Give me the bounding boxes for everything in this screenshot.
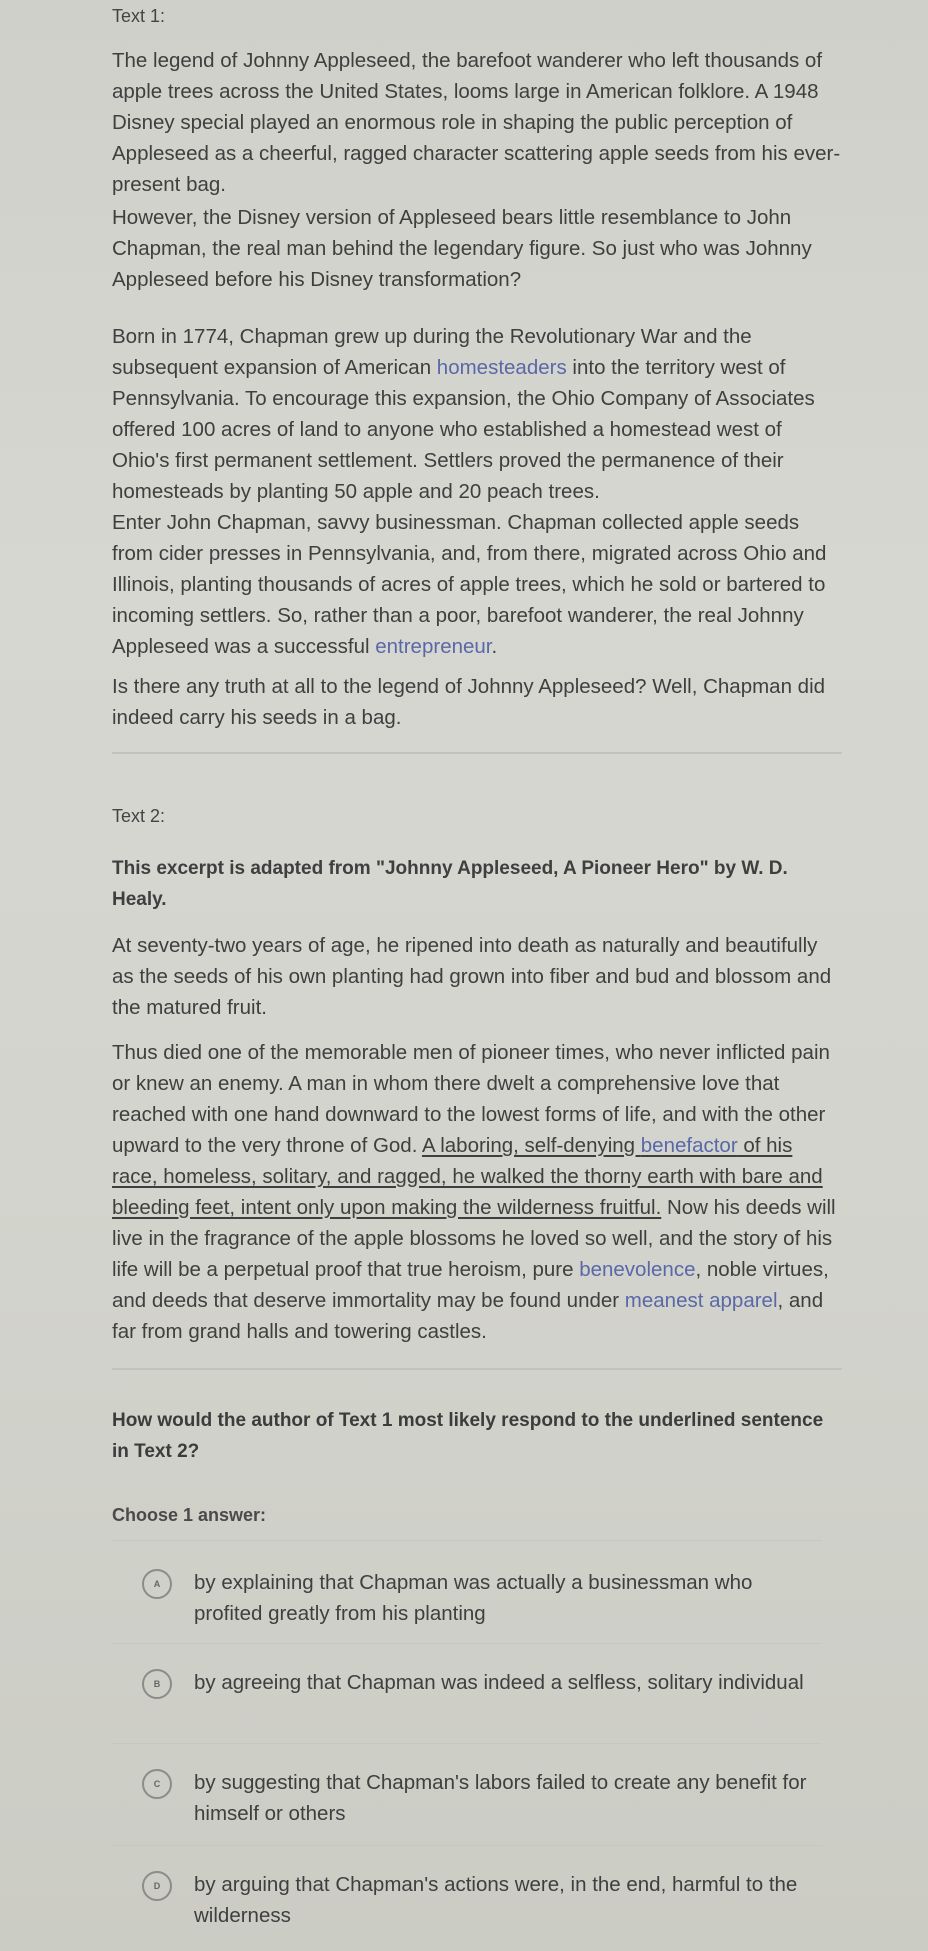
text1-label: Text 1:: [112, 6, 166, 26]
text1-paragraph-5: Is there any truth at all to the legend of Johnny Appleseed? Well, Chapman did indeed carry his seeds in a bag.: [112, 675, 826, 729]
option-divider: [112, 1845, 822, 1846]
choose-label: Choose 1 answer:: [112, 1505, 267, 1525]
answer-option-a[interactable]: [112, 1567, 842, 1629]
text-segment: , noble virtues, and deeds that deserve immortality may be found under: [112, 1258, 829, 1312]
text2-source: This excerpt is adapted from "Johnny Appleseed, A Pioneer Hero" by W. D. Healy.: [112, 858, 788, 910]
text2-paragraph-2: [112, 1037, 842, 1347]
answer-option-b[interactable]: [112, 1667, 842, 1699]
glossary-link-meanest-apparel[interactable]: meanest apparel: [624, 1289, 778, 1312]
section-divider: [112, 752, 842, 754]
option-text: by suggesting that Chapman's labors failed to create any benefit for himself or others: [194, 1771, 807, 1825]
radio-circle-icon[interactable]: B: [142, 1669, 172, 1699]
option-text: by arguing that Chapman's actions were, in the end, harmful to the wilderness: [194, 1873, 798, 1927]
answer-option-c[interactable]: [112, 1767, 842, 1829]
answer-option-d[interactable]: [112, 1869, 842, 1931]
text-segment: Born in 1774, Chapman grew up during the Revolutionary War and the subsequent expansion of American: [112, 325, 752, 379]
text-segment: of his race, homeless, solitary, and ragged, he walked the thorny earth with bare and bleeding feet, intent only upon making the wilderness fruitful.: [112, 1134, 823, 1219]
text-segment: .: [491, 635, 498, 658]
text1-paragraph-3: [112, 321, 842, 507]
text1-paragraph-4: [112, 507, 842, 662]
text-segment: A laboring, self-denying: [421, 1134, 641, 1157]
radio-circle-icon[interactable]: C: [142, 1769, 172, 1799]
text-segment: Thus died one of the memorable men of pioneer times, who never inflicted pain or knew an enemy. A man in whom there dwelt a comprehensive love that reached with one hand downward to the lowest forms of life, and with the other upward to the very throne of God.: [112, 1041, 830, 1157]
text-segment: , and far from grand halls and towering castles.: [112, 1289, 824, 1343]
radio-circle-icon[interactable]: A: [142, 1569, 172, 1599]
option-text: by agreeing that Chapman was indeed a selfless, solitary individual: [194, 1671, 804, 1694]
section-divider: [112, 1368, 842, 1370]
option-divider: [112, 1540, 822, 1541]
glossary-link-benefactor[interactable]: benefactor: [640, 1134, 738, 1157]
glossary-link-benevolence[interactable]: benevolence: [579, 1258, 696, 1281]
option-text: by explaining that Chapman was actually a businessman who profited greatly from his planting: [194, 1571, 753, 1625]
text1-paragraph-1: The legend of Johnny Appleseed, the barefoot wanderer who left thousands of apple trees across the United States, looms large in American folklore. A 1948 Disney special played an enormous role in shaping the public perception of Appleseed as a cheerful, ragged character scattering apple seeds from his ever-present bag.: [112, 49, 841, 196]
radio-circle-icon[interactable]: D: [142, 1871, 172, 1901]
option-divider: [112, 1643, 822, 1644]
glossary-link-entrepreneur[interactable]: entrepreneur: [375, 635, 492, 658]
option-divider: [112, 1743, 822, 1744]
text-segment: into the territory west of Pennsylvania. To encourage this expansion, the Ohio Company of Associates offered 100 acres of land to anyone who established a homestead west of Ohio's first permanent settlement. Settlers proved the permanence of their homesteads by planting 50 apple and 20 peach trees.: [112, 356, 815, 503]
text-segment: Enter John Chapman, savvy businessman. Chapman collected apple seeds from cider presses in Pennsylvania, and, from there, migrated across Ohio and Illinois, planting thousands of acres of apple trees, which he sold or bartered to incoming settlers. So, rather than a poor, barefoot wanderer, the real Johnny Appleseed was a successful: [112, 511, 827, 658]
question-prompt: How would the author of Text 1 most likely respond to the underlined sentence in Text 2?: [112, 1410, 824, 1462]
text2-paragraph-1: At seventy-two years of age, he ripened into death as naturally and beautifully as the seeds of his own planting had grown into fiber and bud and blossom and the matured fruit.: [112, 934, 832, 1019]
text-segment: Now his deeds will live in the fragrance of the apple blossoms he loved so well, and the story of his life will be a perpetual proof that true heroism, pure: [112, 1196, 836, 1281]
glossary-link-homesteaders[interactable]: homesteaders: [436, 356, 567, 379]
text1-paragraph-2: However, the Disney version of Appleseed bears little resemblance to John Chapman, the real man behind the legendary figure. So just who was Johnny Appleseed before his Disney transformation?: [112, 206, 812, 291]
text2-label: Text 2:: [112, 806, 166, 826]
